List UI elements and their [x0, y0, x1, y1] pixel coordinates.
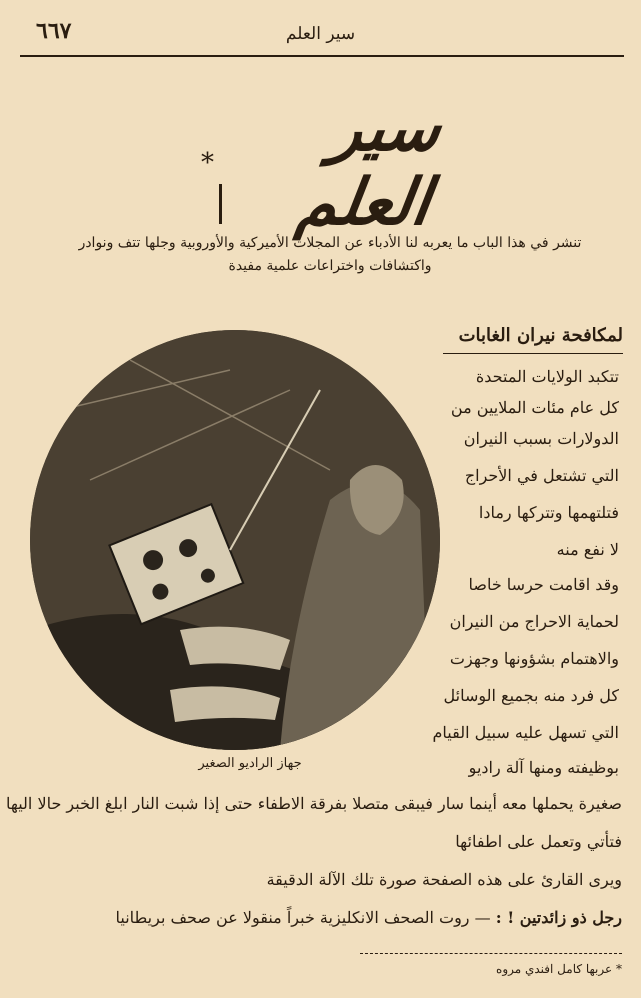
intro-line-1: تنشر في هذا الباب ما يعربه لنا الأدباء عن المجلات الأميركية والأوروبية وجلها تتف ونوادر: [78, 235, 582, 251]
logo-flourish: [219, 184, 222, 224]
radio-photo: [30, 330, 440, 750]
header-rule: [20, 55, 624, 57]
next-item-title: رجل ذو زائدتين ! :: [495, 908, 622, 927]
article-line: فتلتهمها وتتركها رمادا: [478, 503, 619, 522]
article-line: التي تسهل عليه سبيل القيام: [432, 723, 619, 742]
article-line: كل عام مئات الملايين من: [450, 398, 619, 417]
next-item-text: — روت الصحف الانكليزية خبراً منقولا عن صحف بريطانيا: [115, 908, 491, 927]
running-title: سير العلم: [285, 24, 356, 44]
section-intro: [30, 232, 630, 278]
next-item: [20, 908, 622, 927]
photo-caption: جهاز الراديو الصغير: [198, 756, 302, 771]
article-line: كل فرد منه بجميع الوسائل: [443, 686, 619, 705]
article-line: فتأتي وتعمل على اطفائها: [455, 832, 622, 851]
article-heading: لمكافحة نيران الغابات: [458, 325, 623, 346]
article-line: وقد اقامت حرسا خاصا: [468, 575, 619, 594]
section-logo-text: سير العلم: [292, 91, 446, 240]
article-line: صغيرة يحملها معه أينما سار فيبقى متصلا بفرقة الاطفاء حتى إذا شبت النار ابلغ الخبر حالا اليها: [5, 794, 622, 813]
article-line: بوظيفته ومنها آلة راديو: [468, 758, 619, 777]
intro-line-2: واكتشافات واختراعات علمية مفيدة: [228, 258, 432, 274]
section-logo: [195, 91, 446, 240]
footnote-rule: [360, 953, 622, 954]
radio-photo-illustration: [30, 330, 440, 750]
article-line: ويرى القارئ على هذه الصفحة صورة تلك الآلة الدقيقة: [266, 870, 622, 889]
article-line: والاهتمام بشؤونها وجهزت: [449, 649, 619, 668]
footnote: * عربها كامل افندي مروه: [496, 962, 622, 976]
page-number: ٦٦٧: [36, 18, 72, 44]
article-line: لا نفع منه: [556, 540, 619, 559]
article-line: التي تشتعل في الأحراج: [464, 466, 619, 485]
article-line: تتكبد الولايات المتحدة: [475, 367, 619, 386]
asterisk-icon: *: [201, 148, 214, 178]
article-line: لحماية الاحراج من النيران: [449, 612, 619, 631]
heading-underline: [443, 353, 623, 354]
article-line: الدولارات بسبب النيران: [463, 429, 619, 448]
